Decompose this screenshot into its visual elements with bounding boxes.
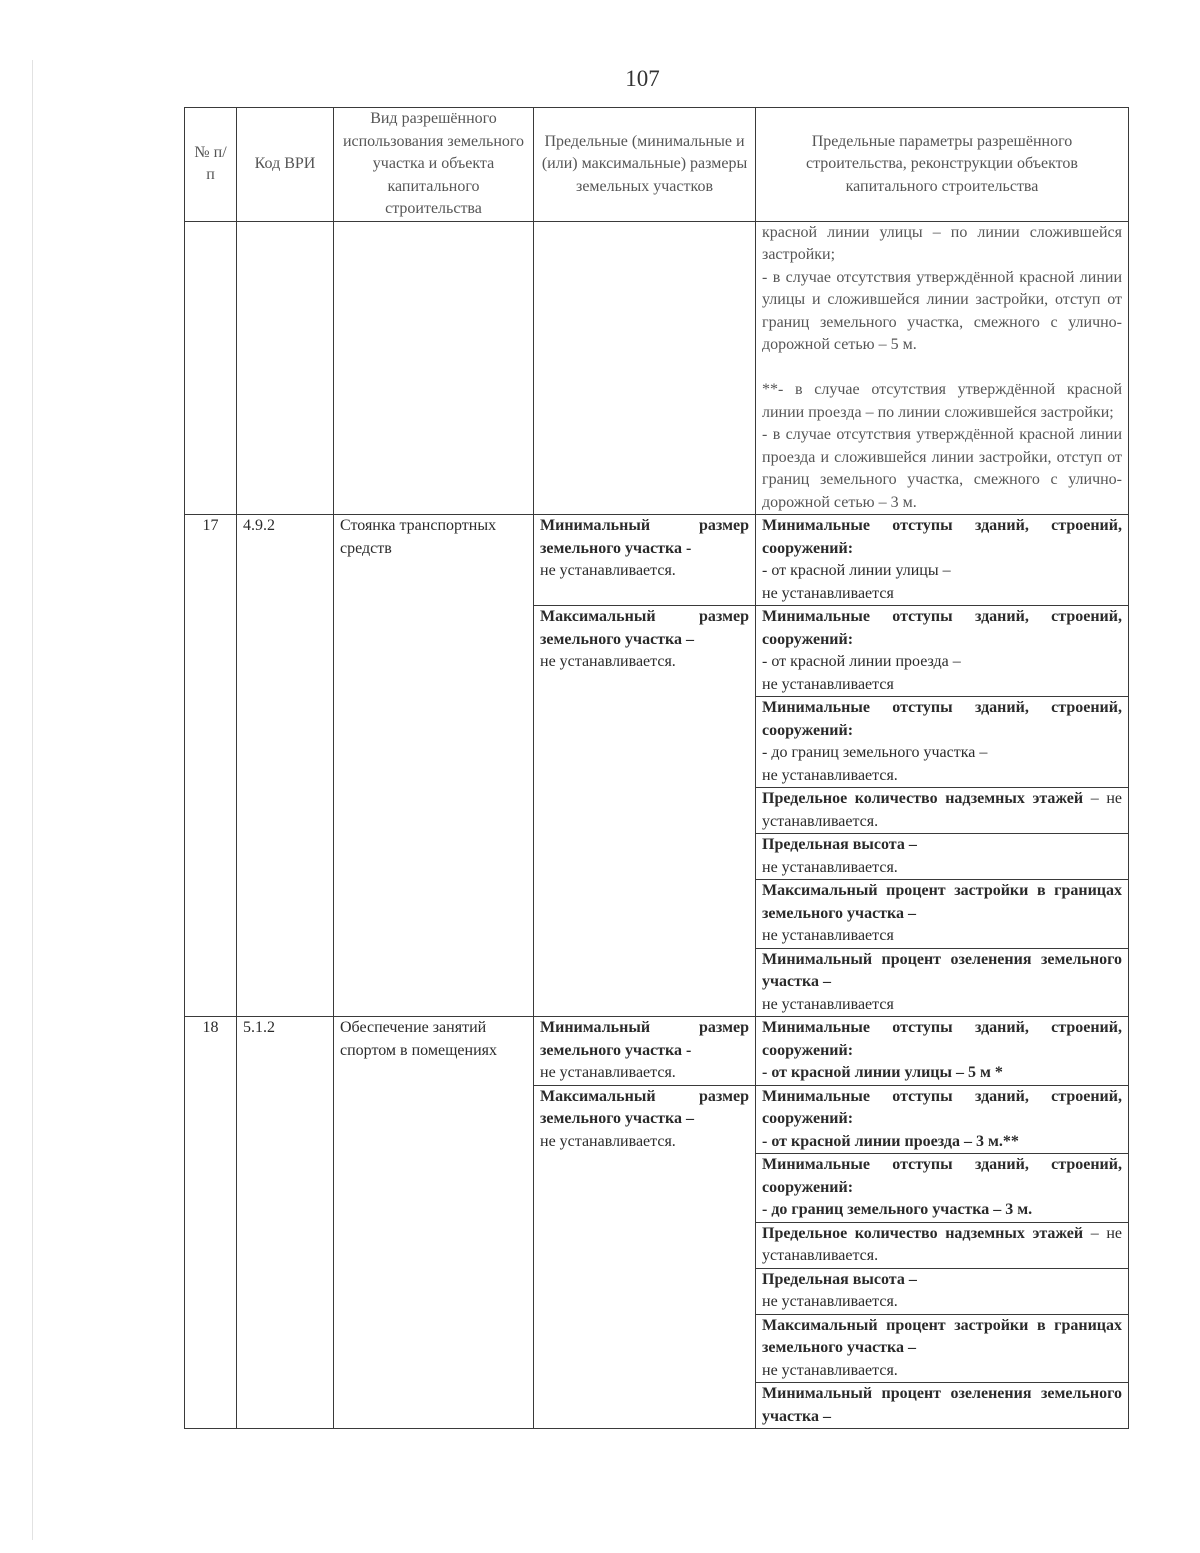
param-cell	[756, 1222, 1129, 1268]
param-value: не устанавливается	[762, 927, 894, 944]
header-code: Код ВРИ	[237, 108, 334, 222]
param-cell	[756, 1314, 1129, 1383]
param-cell	[756, 788, 1129, 834]
min-size-cell	[534, 1017, 756, 1086]
param-title: Минимальный процент озеленения земельного участка –	[762, 950, 1122, 990]
param-cell	[756, 880, 1129, 949]
param-title: Максимальный процент застройки в границах земельного участка –	[762, 882, 1122, 922]
param-title: Минимальные отступы зданий, строений, сооружений:	[762, 608, 1122, 648]
param-title: Минимальный процент озеленения земельного участка –	[762, 1385, 1122, 1425]
param-value: не устанавливается	[762, 995, 894, 1013]
param-cell	[756, 697, 1129, 788]
continuation-text: - в случае отсутствия утверждённой красной линии улицы и сложившейся линии застройки, отступ от границ земельного участка, смежного с улично-дорожной сетью – 5 м.	[762, 268, 1122, 353]
param-line: - до границ земельного участка – 3 м.	[762, 1201, 1033, 1218]
row-number: 17	[185, 515, 237, 1017]
param-cell	[756, 1383, 1129, 1429]
param-value: не устанавливается	[762, 584, 894, 602]
param-cell	[756, 834, 1129, 880]
header-params: Предельные параметры разрешённого строительства, реконструкции объектов капитального строительства	[756, 108, 1129, 222]
param-line: - от красной линии улицы –	[762, 562, 951, 579]
param-title: Предельная высота –	[762, 836, 917, 853]
max-size-value: не устанавливается.	[540, 1132, 676, 1150]
param-value: не устанавливается.	[762, 1293, 898, 1310]
min-size-cell	[534, 515, 756, 606]
param-cell	[756, 948, 1129, 1017]
param-value: не устанавливается	[762, 675, 894, 693]
param-title: Минимальные отступы зданий, строений, сооружений:	[762, 1019, 1122, 1059]
min-size-label: Минимальный размер земельного участка -	[540, 517, 749, 557]
param-line: - до границ земельного участка –	[762, 744, 988, 761]
page-number: 107	[625, 66, 660, 91]
param-title: Предельное количество надземных этажей	[762, 790, 1084, 807]
max-size-label: Максимальный размер земельного участка –	[540, 608, 749, 648]
header-kind: Вид разрешённого использования земельного участка и объекта капитального строительства	[334, 108, 534, 222]
param-line: - от красной линии проезда – 3 м.**	[762, 1132, 1019, 1150]
param-value: не устанавливается.	[762, 858, 898, 876]
min-size-label: Минимальный размер земельного участка -	[540, 1019, 749, 1059]
param-cell	[756, 1085, 1129, 1154]
header-sizes: Предельные (минимальные и (или) максимальные) размеры земельных участков	[534, 108, 756, 222]
table-row	[185, 1017, 1129, 1086]
param-line: - от красной линии проезда –	[762, 653, 961, 670]
scan-margin-line	[32, 60, 33, 1540]
regulations-table	[184, 107, 1129, 1429]
min-size-value: не устанавливается.	[540, 562, 676, 579]
continuation-text: красной линии улицы – по линии сложившейся застройки;	[762, 223, 1122, 263]
continuation-params-cell	[756, 221, 1129, 515]
param-value: – не устанавливается.	[762, 1224, 1122, 1264]
table-header-row	[185, 108, 1129, 222]
max-size-value: не устанавливается.	[540, 653, 676, 670]
param-value: – не устанавливается.	[762, 790, 1122, 830]
param-title: Минимальные отступы зданий, строений, сооружений:	[762, 1156, 1122, 1196]
param-title: Предельное количество надземных этажей	[762, 1224, 1084, 1242]
param-cell	[756, 1154, 1129, 1223]
continuation-text: - в случае отсутствия утверждённой красной линии проезда и сложившейся линии застройки, отступ от границ земельного участка, смежного с улично-дорожной сетью – 3 м.	[762, 426, 1122, 511]
row-code: 5.1.2	[237, 1017, 334, 1429]
min-size-value: не устанавливается.	[540, 1064, 676, 1081]
table-row-continuation	[185, 221, 1129, 515]
row-kind: Стоянка транспортных средств	[334, 515, 534, 1017]
param-title: Минимальные отступы зданий, строений, сооружений:	[762, 1087, 1122, 1127]
param-value: не устанавливается.	[762, 766, 898, 784]
param-title: Минимальные отступы зданий, строений, сооружений:	[762, 517, 1122, 557]
row-kind: Обеспечение занятий спортом в помещениях	[334, 1017, 534, 1429]
param-cell	[756, 1017, 1129, 1086]
row-code: 4.9.2	[237, 515, 334, 1017]
param-cell	[756, 606, 1129, 697]
param-title: Предельная высота –	[762, 1270, 917, 1288]
param-title: Максимальный процент застройки в границах земельного участка –	[762, 1316, 1122, 1356]
param-value: не устанавливается.	[762, 1361, 898, 1379]
header-num: № п/п	[185, 108, 237, 222]
continuation-text: **- в случае отсутствия утверждённой красной линии проезда – по линии сложившейся застройки;	[762, 381, 1122, 421]
max-size-label: Максимальный размер земельного участка –	[540, 1087, 749, 1127]
param-line: - от красной линии улицы – 5 м *	[762, 1064, 1003, 1081]
max-size-cell	[534, 1085, 756, 1429]
param-cell	[756, 1268, 1129, 1314]
max-size-cell	[534, 606, 756, 1017]
param-cell	[756, 515, 1129, 606]
row-number: 18	[185, 1017, 237, 1429]
param-title: Минимальные отступы зданий, строений, сооружений:	[762, 699, 1122, 739]
table-row	[185, 515, 1129, 606]
